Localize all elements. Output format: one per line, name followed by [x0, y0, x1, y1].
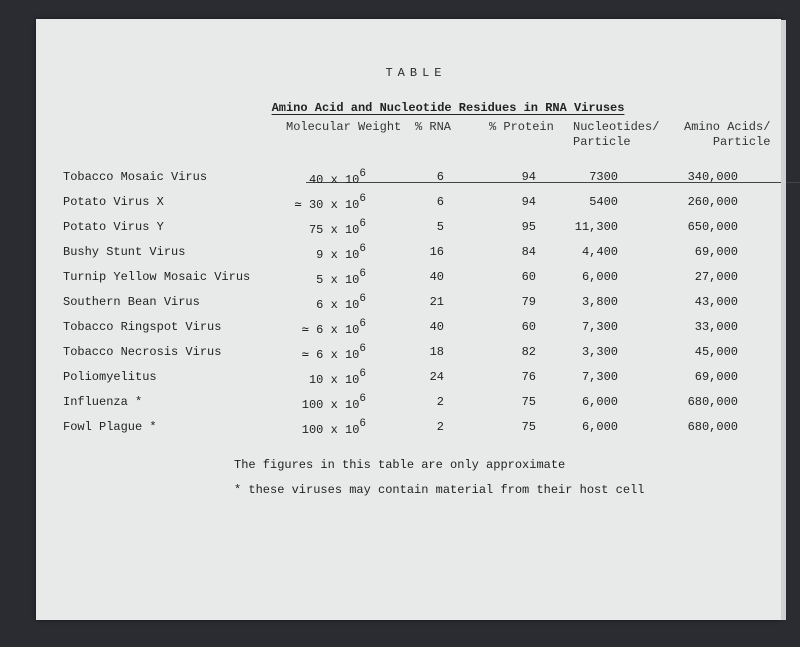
rna-percent: 40 — [429, 320, 444, 334]
molecular-weight — [266, 195, 366, 212]
molecular-weight — [266, 170, 366, 187]
approx-sign: ≃ — [301, 323, 309, 337]
protein-percent: 82 — [521, 345, 536, 359]
table-title: Amino Acid and Nucleotide Residues in RNA Viruses — [271, 101, 625, 115]
table-row — [36, 395, 781, 413]
mw-exponent: 6 — [359, 193, 366, 205]
mw-base: 5 x 10 — [316, 273, 360, 287]
rna-percent: 2 — [436, 420, 444, 434]
molecular-weight — [266, 295, 366, 312]
mw-base: 100 x 10 — [301, 398, 360, 412]
header-molecular-weight: Molecular Weight — [286, 120, 402, 134]
header-amino-line2: Particle — [712, 135, 771, 149]
document-page — [36, 19, 781, 620]
table-row — [36, 370, 781, 388]
header-rna: % RNA — [415, 120, 452, 134]
protein-percent: 95 — [521, 220, 536, 234]
table-row — [36, 170, 781, 188]
nucleotides-per-particle: 7300 — [589, 170, 618, 184]
molecular-weight — [266, 220, 366, 237]
rna-percent: 21 — [429, 295, 444, 309]
virus-name: Poliomyelitus — [63, 370, 157, 384]
mw-base: 40 x 10 — [308, 173, 360, 187]
protein-percent: 60 — [521, 320, 536, 334]
nucleotides-per-particle: 7,300 — [581, 370, 618, 384]
nucleotides-per-particle: 6,000 — [581, 420, 618, 434]
mw-base: 6 x 10 — [316, 348, 360, 362]
nucleotides-per-particle: 6,000 — [581, 395, 618, 409]
amino-acids-per-particle: 69,000 — [694, 245, 738, 259]
protein-percent: 79 — [521, 295, 536, 309]
virus-name: Tobacco Necrosis Virus — [63, 345, 222, 359]
amino-acids-per-particle: 650,000 — [687, 220, 738, 234]
virus-name: Turnip Yellow Mosaic Virus — [63, 270, 251, 284]
nucleotides-per-particle: 4,400 — [581, 245, 618, 259]
amino-acids-per-particle: 33,000 — [694, 320, 738, 334]
protein-percent: 94 — [521, 170, 536, 184]
mw-exponent: 6 — [359, 368, 366, 380]
molecular-weight — [266, 345, 366, 362]
molecular-weight — [266, 370, 366, 387]
approx-sign: ≃ — [301, 348, 309, 362]
mw-base: 10 x 10 — [308, 373, 360, 387]
molecular-weight — [266, 420, 366, 437]
mw-exponent: 6 — [359, 293, 366, 305]
approx-sign: ≃ — [294, 198, 302, 212]
molecular-weight — [266, 320, 366, 337]
header-nucleotides-line1: Nucleotides/ — [573, 120, 660, 134]
mw-exponent: 6 — [359, 268, 366, 280]
amino-acids-per-particle: 680,000 — [687, 420, 738, 434]
nucleotides-per-particle: 7,300 — [581, 320, 618, 334]
virus-name: Southern Bean Virus — [63, 295, 200, 309]
mw-base: 75 x 10 — [308, 223, 360, 237]
rna-percent: 24 — [429, 370, 444, 384]
note-host-cell: * these viruses may contain material from their host cell — [234, 483, 645, 497]
molecular-weight — [266, 245, 366, 262]
mw-exponent: 6 — [359, 393, 366, 405]
protein-percent: 84 — [521, 245, 536, 259]
nucleotides-per-particle: 5400 — [589, 195, 618, 209]
table-row — [36, 220, 781, 238]
header-protein: % Protein — [489, 120, 554, 134]
nucleotides-per-particle: 3,300 — [581, 345, 618, 359]
rna-percent: 18 — [429, 345, 444, 359]
document-heading: TABLE — [385, 66, 447, 80]
mw-base: 6 x 10 — [316, 323, 360, 337]
mw-exponent: 6 — [359, 218, 366, 230]
protein-percent: 75 — [521, 395, 536, 409]
protein-percent: 76 — [521, 370, 536, 384]
table-row — [36, 270, 781, 288]
amino-acids-per-particle: 260,000 — [687, 195, 738, 209]
protein-percent: 94 — [521, 195, 536, 209]
mw-exponent: 6 — [359, 243, 366, 255]
table-row — [36, 320, 781, 338]
rna-percent: 6 — [436, 195, 444, 209]
protein-percent: 75 — [521, 420, 536, 434]
mw-exponent: 6 — [359, 343, 366, 355]
rna-percent: 6 — [436, 170, 444, 184]
table-row — [36, 345, 781, 363]
virus-name: Potato Virus X — [63, 195, 164, 209]
mw-base: 6 x 10 — [316, 298, 360, 312]
mw-exponent: 6 — [359, 168, 366, 180]
molecular-weight — [266, 270, 366, 287]
amino-acids-per-particle: 45,000 — [694, 345, 738, 359]
header-nucleotides-line2: Particle — [573, 135, 631, 149]
virus-name: Influenza * — [63, 395, 143, 409]
nucleotides-per-particle: 6,000 — [581, 270, 618, 284]
amino-acids-per-particle: 340,000 — [687, 170, 738, 184]
mw-base: 30 x 10 — [308, 198, 360, 212]
note-approximate: The figures in this table are only approximate — [234, 458, 566, 472]
virus-name: Tobacco Ringspot Virus — [63, 320, 222, 334]
rna-percent: 40 — [429, 270, 444, 284]
nucleotides-per-particle: 3,800 — [581, 295, 618, 309]
protein-percent: 60 — [521, 270, 536, 284]
header-amino-line1: Amino Acids/ — [684, 120, 771, 134]
table-row — [36, 295, 781, 313]
header-amino-acids — [684, 120, 770, 150]
virus-name: Bushy Stunt Virus — [63, 245, 186, 259]
table-row — [36, 420, 781, 438]
rna-percent: 2 — [436, 395, 444, 409]
mw-exponent: 6 — [359, 418, 366, 430]
nucleotides-per-particle: 11,300 — [574, 220, 618, 234]
mw-base: 100 x 10 — [301, 423, 360, 437]
rna-percent: 16 — [429, 245, 444, 259]
table-row — [36, 245, 781, 263]
paper-edge — [781, 20, 786, 620]
virus-name: Fowl Plague * — [63, 420, 157, 434]
virus-name: Tobacco Mosaic Virus — [63, 170, 208, 184]
mw-base: 9 x 10 — [316, 248, 360, 262]
table-row — [36, 195, 781, 213]
molecular-weight — [266, 395, 366, 412]
amino-acids-per-particle: 27,000 — [694, 270, 738, 284]
virus-name: Potato Virus Y — [63, 220, 164, 234]
mw-exponent: 6 — [359, 318, 366, 330]
header-nucleotides — [573, 120, 659, 150]
amino-acids-per-particle: 69,000 — [694, 370, 738, 384]
amino-acids-per-particle: 680,000 — [687, 395, 738, 409]
rna-percent: 5 — [436, 220, 444, 234]
amino-acids-per-particle: 43,000 — [694, 295, 738, 309]
